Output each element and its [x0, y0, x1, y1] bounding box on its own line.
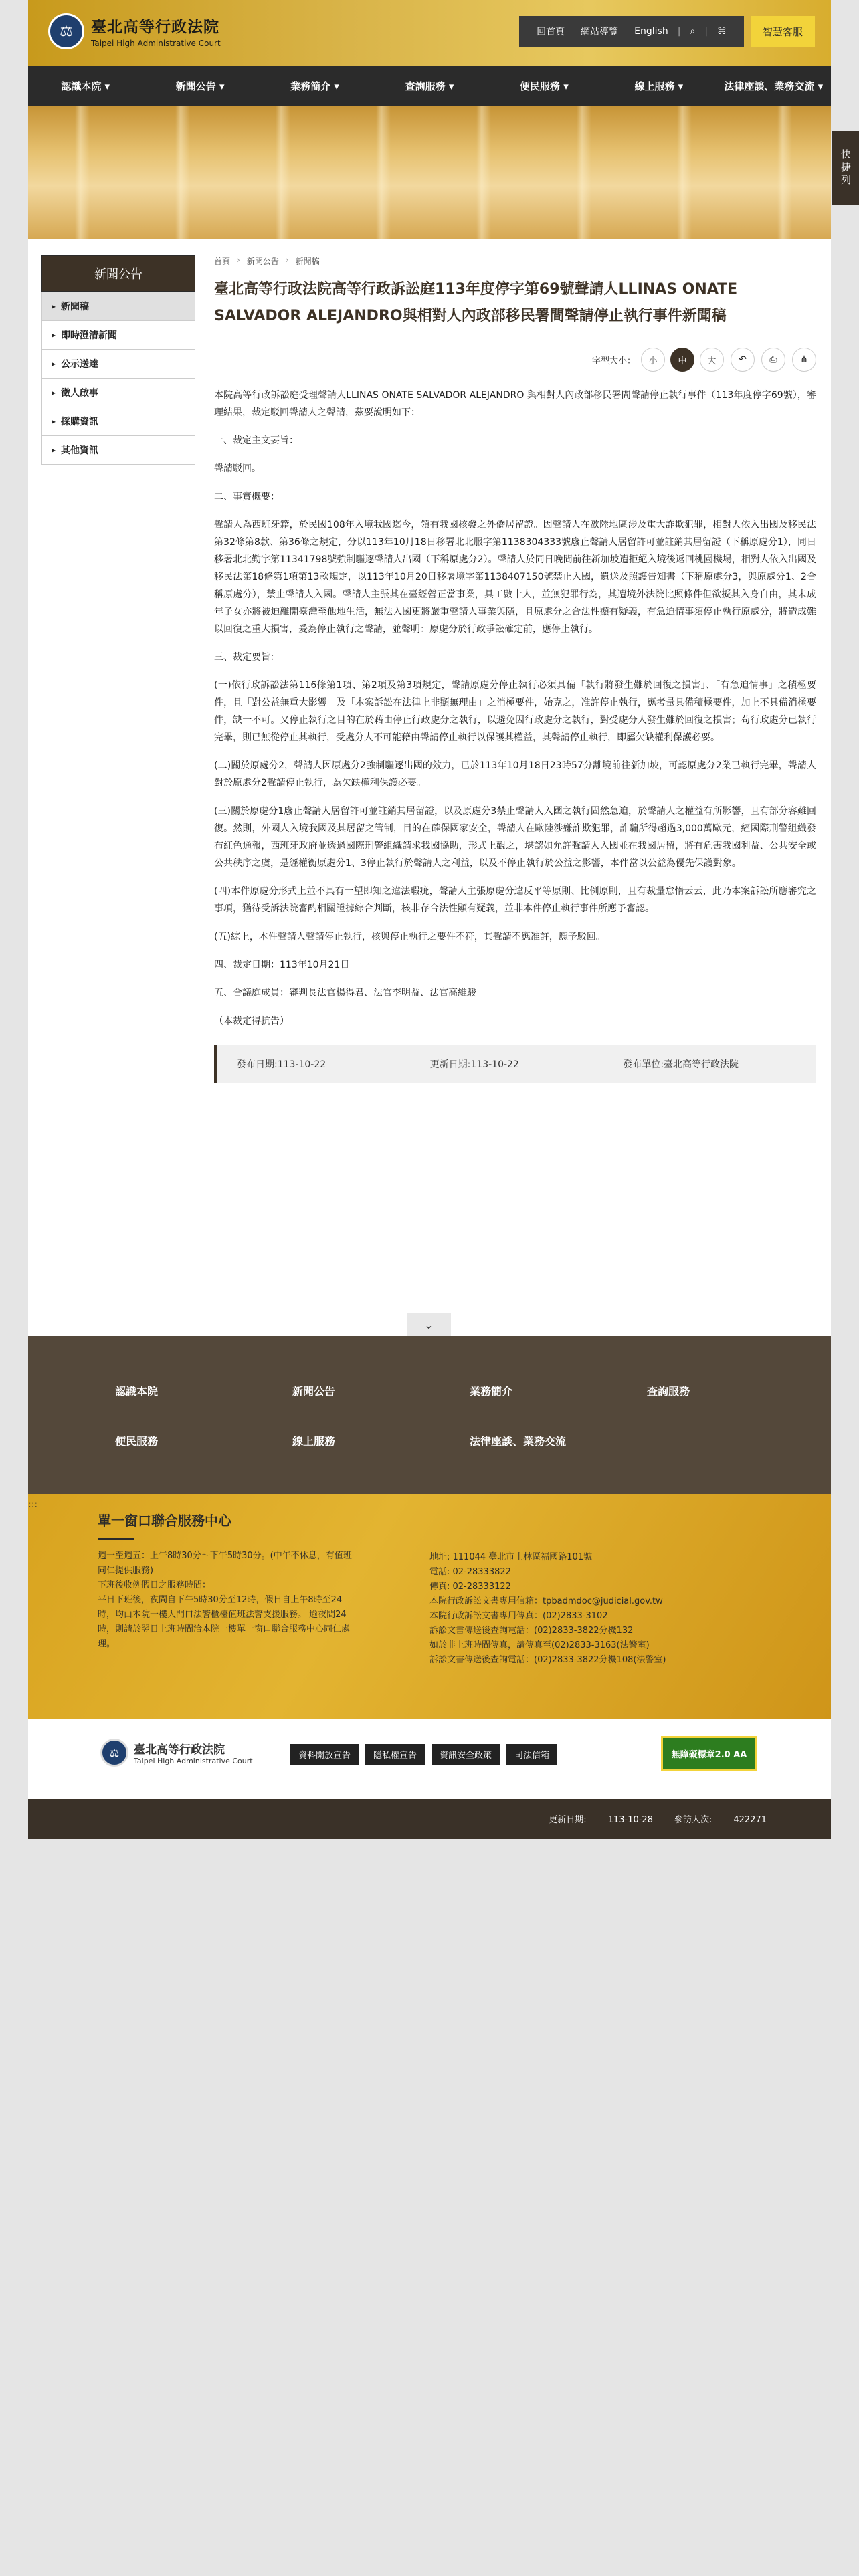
publish-info	[214, 1045, 816, 1083]
article-paragraph: (三)關於原處分1廢止聲請人居留許可並註銷其居留證，以及原處分3禁止聲請人入國之執行固然急迫，於聲請人之權益有所影響，且有部分容難回復。然則，外國人入境我國及其居留之管制，目的在確保國家安全，聲請人在歐陸涉嫌詐欺犯罪，詐騙所得超過3,000萬歐元，經國際刑警組織發布紅色通報，西班牙政府並透過國際刑警組織請求我國協助，形式上觀之，堪認如允許聲請人入國並在我國居留，將有危害我國利益、公共安全或公共秩序之虞，是經權衡原處分1、3停止執行於聲請人之利益，以及不停止執行於公益之影響，本件當以公益為優先保護對象。	[214, 806, 816, 869]
article-body	[214, 387, 816, 1030]
breadcrumb-current: 新聞稿	[295, 257, 320, 266]
article-paragraph: 二、事實概要：	[214, 492, 280, 502]
main-content	[214, 255, 816, 1083]
utility-bar	[519, 16, 815, 47]
font-size-large-button[interactable]: 大	[700, 348, 724, 372]
footer-toggle-button[interactable]	[407, 1313, 451, 1336]
visitors-value: 422271	[733, 1815, 767, 1825]
nav-item-business[interactable]: 業務簡介 ▾	[290, 80, 339, 92]
article-paragraph: 五、合議庭成員：審判長法官楊得君、法官李明益、法官高維駿	[214, 988, 476, 998]
site-logo[interactable]	[48, 13, 221, 49]
divider: |	[677, 26, 681, 37]
lower-footer	[28, 1719, 831, 1799]
publisher: 發布單位:臺北高等行政法院	[623, 1059, 739, 1070]
article-paragraph: (一)依行政訴訟法第116條第1項、第2項及第3項規定，聲請原處分停止執行必須具備「執行將發生難於回復之損害」、「有急迫情事」之積極要件，且「對公益無重大影響」及「本案訴訟在法律上非顯無理由」之消極要件，始克之，准許停止執行，應考量具備積極要件，加上不具備消極要件，缺一不可。又停止執行之目的在於藉由停止行政處分之執行，以避免因行政處分之執行，對受處分人發生難於回復之損害；苟行政處分已執行完畢，則已無從停止其執行，受處分人不可能藉由聲請停止執行以保護其權益，其聲請停止執行，即屬欠缺權利保護必要。	[214, 680, 816, 743]
footer-nav-about[interactable]: 認識本院	[115, 1385, 159, 1398]
english-link[interactable]: English	[634, 26, 668, 37]
publish-date: 發布日期:113-10-22	[237, 1059, 326, 1070]
footer-nav	[28, 1336, 831, 1494]
footer-logo[interactable]	[100, 1739, 253, 1767]
breadcrumb-separator-icon: ›	[237, 255, 240, 265]
sidebar-item-clarification[interactable]: ▸ 即時澄清新聞	[42, 320, 195, 349]
service-center-info	[28, 1494, 831, 1719]
nav-item-legal-forum[interactable]: 法律座談、業務交流 ▾	[724, 80, 824, 92]
search-icon[interactable]: ⌕	[690, 26, 696, 37]
smart-service-button[interactable]: 智慧客服	[751, 16, 815, 47]
breadcrumb	[214, 255, 816, 267]
sitemap-link[interactable]: 網站導覽	[581, 27, 619, 37]
article-paragraph: (二)關於原處分2，聲請人因原處分2強制驅逐出國的效力，已於113年10月18日23時57分離境前往新加坡，可認原處分2業已執行完畢，聲請人對於原處分2聲請停止執行，為欠缺權利保護必要。	[214, 760, 816, 788]
article-toolbar	[214, 348, 816, 372]
content-area	[28, 239, 831, 1336]
email[interactable]: 本院行政訴訟文書專用信箱：tpbadmdoc@judicial.gov.tw	[430, 1596, 663, 1606]
nav-item-news[interactable]: 新聞公告 ▾	[175, 80, 225, 92]
breadcrumb-separator-icon: ›	[285, 255, 289, 265]
address: 地址: 111044 臺北市士林區福國路101號	[430, 1552, 593, 1562]
page	[28, 0, 831, 1839]
article-paragraph: 四、裁定日期：113年10月21日	[214, 960, 350, 970]
footer-nav-legal-forum[interactable]: 法律座談、業務交流	[470, 1435, 567, 1448]
divider: |	[704, 26, 708, 37]
update-date: 更新日期:113-10-22	[430, 1059, 519, 1070]
quick-bar-tab[interactable]: 快捷列	[832, 131, 859, 205]
font-size-label: 字型大小：	[591, 356, 636, 366]
breadcrumb-news[interactable]: 新聞公告	[246, 257, 279, 266]
back-icon[interactable]: ↶	[731, 348, 755, 372]
sidebar	[41, 255, 195, 465]
title-underline	[98, 1538, 134, 1540]
after-hours-fax: 如於非上班時間傳真，請傳真至(02)2833-3163(法警室)	[430, 1640, 650, 1650]
footer-court-name-cn: 臺北高等行政法院	[134, 1743, 225, 1757]
footer-nav-convenience[interactable]: 便民服務	[115, 1435, 159, 1448]
hero-banner	[28, 106, 831, 239]
article-paragraph: (五)綜上，本件聲請人聲請停止執行，核與停止執行之要件不符，其聲請不應准許，應予駁回。	[214, 932, 605, 942]
sitemap-icon[interactable]: ⌘	[717, 26, 727, 37]
court-name-cn: 臺北高等行政法院	[91, 18, 219, 36]
main-nav	[28, 66, 831, 106]
accesskey-icon[interactable]: :::	[28, 1499, 38, 1510]
doc-query-phone: 訴訟文書傳送後查詢電話：(02)2833-3822分機132	[430, 1626, 634, 1636]
service-center-title: 單一窗口聯合服務中心	[98, 1513, 231, 1529]
sidebar-item-procurement[interactable]: ▸ 採購資訊	[42, 407, 195, 435]
court-emblem-icon: ⚖	[48, 13, 84, 49]
article-paragraph: 聲請駁回。	[214, 463, 261, 474]
nav-item-query[interactable]: 查詢服務 ▾	[405, 80, 454, 92]
footer-nav-news[interactable]: 新聞公告	[292, 1385, 336, 1398]
sidebar-item-other[interactable]: ▸ 其他資訊	[42, 435, 195, 464]
open-data-link[interactable]: 資料開放宣告	[290, 1744, 359, 1765]
update-label: 更新日期:	[549, 1815, 587, 1825]
phone: 電話: 02-28333822	[430, 1567, 511, 1577]
court-name-en: Taipei High Administrative Court	[91, 39, 221, 48]
footer-nav-query[interactable]: 查詢服務	[647, 1385, 690, 1398]
font-size-medium-button[interactable]: 中	[670, 348, 694, 372]
visitors-label: 參訪人次:	[674, 1815, 712, 1825]
update-value: 113-10-28	[607, 1815, 653, 1825]
sidebar-item-recruitment[interactable]: ▸ 徵人啟事	[42, 378, 195, 407]
fax: 傳真: 02-28333122	[430, 1582, 511, 1592]
court-emblem-icon: ⚖	[100, 1739, 128, 1767]
accessibility-badge[interactable]: 無障礙標章2.0 AA	[661, 1736, 757, 1771]
page-title: 臺北高等行政法院高等行政訴訟庭113年度停字第69號聲請人LLINAS ONATE SALVADOR ALEJANDRO與相對人內政部移民署間聲請停止執行事件新聞稿	[214, 276, 816, 338]
share-icon[interactable]: ⋔	[792, 348, 816, 372]
banner-image	[28, 106, 831, 239]
judicial-mail-link[interactable]: 司法信箱	[506, 1744, 557, 1765]
footer-court-name-en: Taipei High Administrative Court	[134, 1757, 253, 1765]
article-paragraph: (四)本件原處分形式上並不具有一望即知之違法瑕疵，聲請人主張原處分違反平等原則、比例原則，且有裁量怠惰云云，此乃本案訴訟所應審究之事項，猶待受訴法院審酌相關證據綜合判斷，核非存合法性顯有疑義，並非本件停止執行事件所應予審認。	[214, 886, 816, 914]
article-paragraph: 三、裁定要旨：	[214, 652, 280, 663]
print-icon[interactable]: ⎙	[761, 348, 785, 372]
breadcrumb-home[interactable]: 首頁	[214, 257, 231, 266]
site-stats	[28, 1799, 831, 1839]
nav-item-about[interactable]: 認識本院 ▾	[61, 80, 110, 92]
home-link[interactable]: 回首頁	[537, 27, 565, 37]
sidebar-title: 新聞公告	[41, 255, 195, 292]
footer-nav-online[interactable]: 線上服務	[292, 1435, 336, 1448]
article-paragraph: （本裁定得抗告）	[214, 1016, 289, 1027]
sidebar-item-public-service[interactable]: ▸ 公示送達	[42, 349, 195, 378]
security-policy-link[interactable]: 資訊安全政策	[432, 1744, 500, 1765]
policy-links	[290, 1744, 564, 1765]
privacy-link[interactable]: 隱私權宣告	[365, 1744, 425, 1765]
article-paragraph: 聲請人為西班牙籍，於民國108年入境我國迄今，領有我國核發之外僑居留證。因聲請人在歐陸地區涉及重大詐欺犯罪，相對人依入出國及移民法第32條第8款、第36條之規定，分以113年10月18日移署北北服字第1138304333號廢止聲請人居留許可並註銷其居留證（下稱原處分1），同日移署北北勤字第11341798號強制驅逐聲請人出國（下稱原處分2）。聲請人於同日晚間前往新加坡遭拒絕入境後返回桃園機場，相對人依入出國及移民法第18條第1項第13款規定，以113年10月20日移署境字第1138407150號禁止入國，遺送及照護告知書（下稱原處分3，與原處分1、2合稱原處分），禁止聲請人入國。聲請人主張其在臺經營正當事業，具工數十人，並無犯罪行為，其遭境外法院比照條件但欲擬其入身自由，其未成年子女亦將被迫離開臺灣至他地生活，無法入國更將嚴重聲請人事業與隱，且原處分之合法性顯有疑義，有急迫情事須停止執行原處分，將造成難以回復之重大損害，爰為停止執行之聲請，並聲明：原處分於行政爭訟確定前，應停止執行。	[214, 520, 816, 635]
doc-fax: 本院行政訴訟文書專用傳真：(02)2833-3102	[430, 1611, 608, 1621]
nav-item-convenience[interactable]: 便民服務 ▾	[520, 80, 569, 92]
sidebar-item-press-release[interactable]: ▸ 新聞稿	[42, 292, 195, 320]
footer-nav-business[interactable]: 業務簡介	[470, 1385, 513, 1398]
nav-item-online[interactable]: 線上服務 ▾	[634, 80, 684, 92]
font-size-small-button[interactable]: 小	[641, 348, 665, 372]
header	[28, 0, 831, 66]
chevron-down-icon: ⌄	[424, 1318, 434, 1331]
article-paragraph: 一、裁定主文要旨：	[214, 435, 298, 446]
article-paragraph: 本院高等行政訴訟庭受理聲請人LLINAS ONATE SALVADOR ALEJANDRO 與相對人內政部移民署間聲請停止執行事件（113年度停字69號），審理結果，裁定駁回聲請人之聲請，茲要說明如下：	[214, 390, 816, 418]
service-hours: 週一至週五：上午8時30分～下午5時30分。(中午不休息，有值班同仁提供服務) 下班後收例假日之服務時間： 平日下班後，夜間自下午5時30分至12時，假日自上午8時至24時，均由本院一樓大門口法警櫃檯值班法警支援服務。 逾夜間24時，則請於翌日上班時間洽本院一樓單一窗口聯合服務中心同仁處理。	[98, 1551, 352, 1649]
doc-query-phone-2: 訴訟文書傳送後查詢電話：(02)2833-3822分機108(法警室)	[430, 1655, 666, 1665]
contact-info	[430, 1550, 764, 1668]
